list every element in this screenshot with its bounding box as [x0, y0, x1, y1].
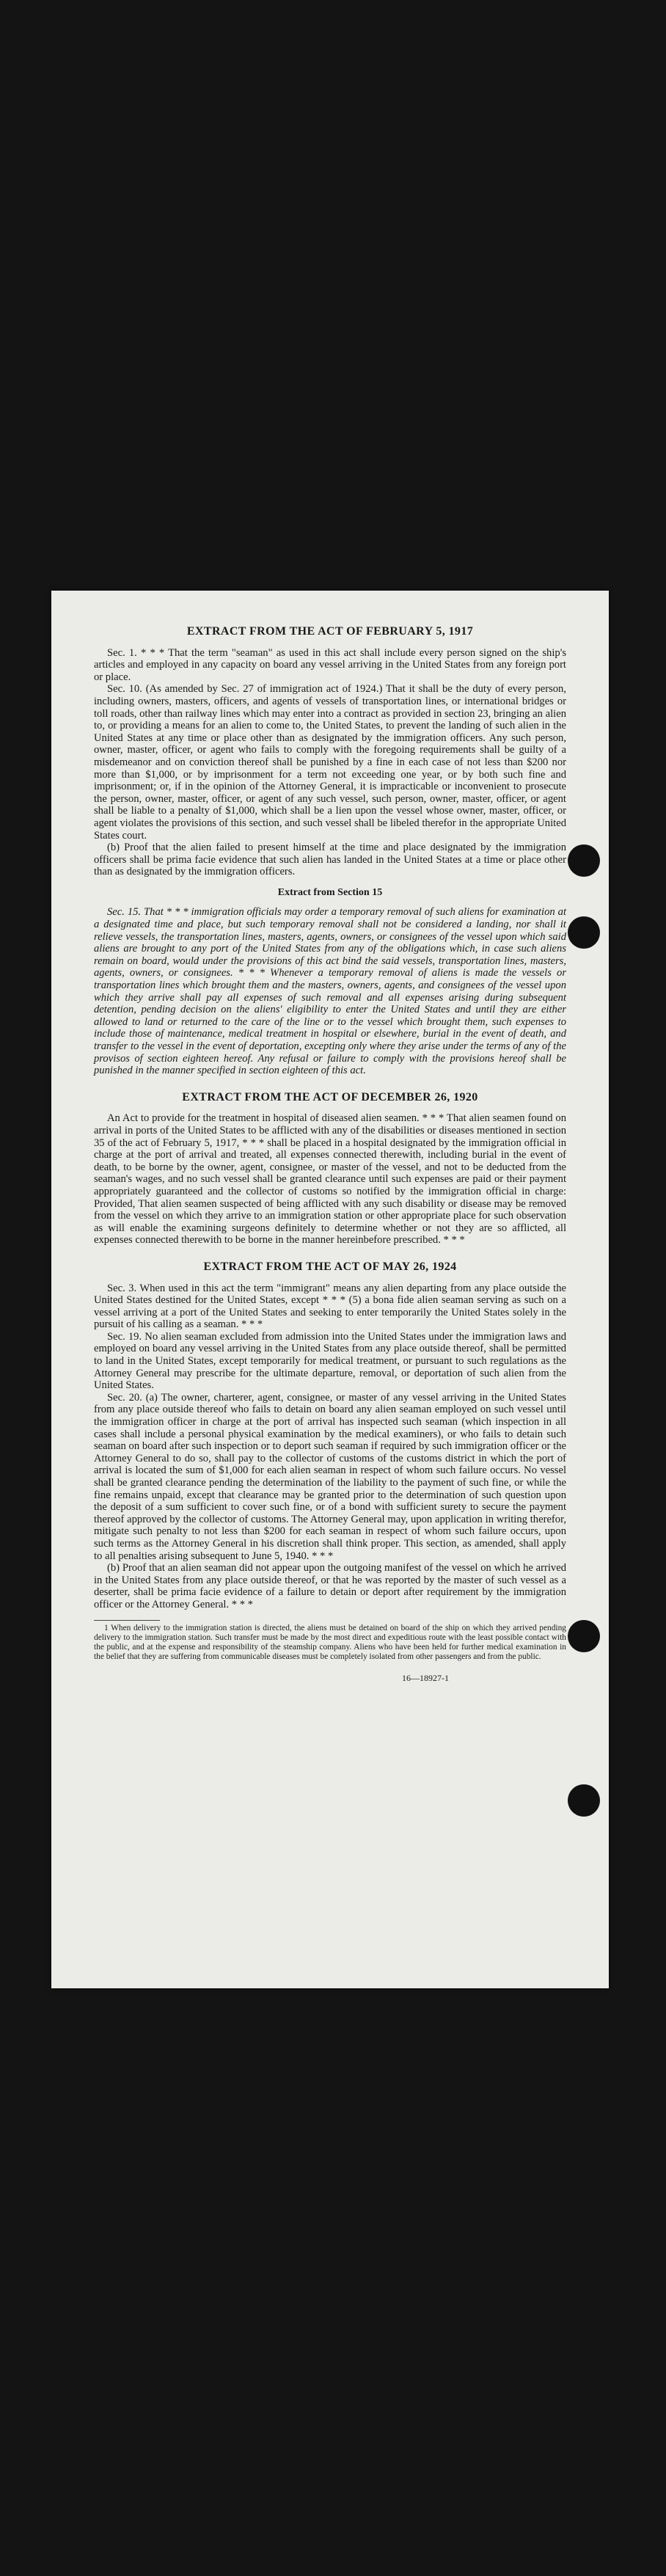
paragraph: Sec. 1. * * * That the term "seaman" as used in this act shall include every person signed on the ship's articles and employed in any capacity on board any vessel arriving in the United States from any foreign port or place. [94, 646, 566, 683]
section-heading: EXTRACT FROM THE ACT OF FEBRUARY 5, 1917 [186, 625, 474, 638]
paragraph: An Act to provide for the treatment in hospital of diseased alien seamen. * * * That alien seamen found on arrival in ports of the United States to be afflicted with any of the disabilities or diseases mentioned in section 35 of the act of February 5, 1917, * * * shall be placed in a hospital designated by the immigration official in charge at the port of arrival and treated, all expenses connected therewith, including burial in the event of death, to be borne by the owner, agent, consignee, or master of the vessel, and not to be deducted from the seaman's wages, and no such vessel shall be granted clearance until such expenses are paid or their payment appropriately guaranteed and the collector of customs so notified by the immigration official in charge: Provided, That alien seamen suspected of being afflicted with any such disability or disease may be removed from the vessel on which they arrive to an immigration station or other appropriate place for such observation as will enable the examining surgeons definitely to determine whether or not they are so afflicted, all expenses connected therewith to be borne in the manner hereinbefore prescribed. * * * [94, 1112, 566, 1247]
footnote-divider [94, 1620, 160, 1621]
punch-hole [568, 916, 600, 949]
footnote: 1 When delivery to the immigration station is directed, the aliens must be detained on board of the ship on which they arrived pending delivery to the immigration station. Such transfer must be made by the most direct and expeditious route with the least possible contact with the public, and at the expense and responsibility of the steamship company. Aliens who have been held for further medical examination in the belief that they are suffering from communicable diseases must be completely isolated from other passengers and from the public. [94, 1623, 566, 1661]
punch-hole [568, 1620, 600, 1652]
paragraph: (b) Proof that the alien failed to present himself at the time and place designated by the immigration officers shall be prima facie evidence that such alien has landed in the United States at a time or place other than as designated by the immigration officers. [94, 842, 566, 878]
punch-hole [568, 844, 600, 877]
paragraph: Sec. 19. No alien seaman excluded from admission into the United States under the immigration laws and employed on board any vessel arriving in the United States from any place outside thereof, shall be permitted to land in the United States, except temporarily for medical treatment, or pursuant to such regulations as the Attorney General may prescribe for the ultimate departure, removal, or deportation of such alien from the United States. [94, 1330, 566, 1392]
paragraph: Sec. 3. When used in this act the term "immigrant" means any alien departing from any place outside the United States destined for the United States, except * * * (5) a bona fide alien seaman serving as such on a vessel arriving at a port of the United States and seeking to enter temporarily the United States solely in the pursuit of his calling as a seaman. * * * [94, 1282, 566, 1331]
section-heading: Extract from Section 15 [277, 886, 383, 898]
section-feb-1917 [94, 626, 566, 878]
form-number: 16—18927-1 [402, 1672, 449, 1683]
paragraph: Sec. 15. That * * * immigration officials may order a temporary removal of such aliens for examination at a designated time and place, but such temporary removal shall not be considered a landing, nor shall it relieve vessels, the transportation lines, masters, agents, owners, or consignees of the vessel upon which said aliens are brought to any port of the United States from any of the obligations which, in case such aliens remain on board, would under the provisions of this act bind the said vessels, transportation lines, masters, agents, owners, or consignees. * * * Whenever a temporary removal of aliens is made the vessels or transportation lines which brought them and the masters, owners, agents, and consignees of the vessel upon which they arrive shall pay all expenses of such removal and all expenses arising during subsequent detention, pending decision on the aliens' eligibility to enter the United States and until they are either allowed to land or returned to the care of the line or to the vessel which brought them, such expenses to include those of maintenance, medical treatment in hospital or elsewhere, burial in the event of death, and transfer to the vessel in the event of deportation, excepting only where they arise under the terms of any of the provisos of section eighteen hereof. Any refusal or failure to comply with the provisions hereof shall be punished in the manner specified in section eighteen of this act. [94, 906, 566, 1077]
paragraph: (b) Proof that an alien seaman did not appear upon the outgoing manifest of the vessel on which he arrived in the United States from any place outside thereof, or that he was reported by the master of such vessel as a deserter, shall be prima facie evidence of a failure to detain or deport after requirement by the immigration officer or the Attorney General. * * * [94, 1562, 566, 1610]
section-15-extract [94, 887, 566, 1077]
section-heading: EXTRACT FROM THE ACT OF MAY 26, 1924 [203, 1260, 457, 1273]
section-may-1924 [94, 1261, 566, 1611]
punch-hole [568, 1784, 600, 1817]
section-dec-1920 [94, 1092, 566, 1247]
section-heading: EXTRACT FROM THE ACT OF DECEMBER 26, 1920 [182, 1090, 478, 1103]
document-body [94, 626, 566, 1684]
paragraph: Sec. 20. (a) The owner, charterer, agent, consignee, or master of any vessel arriving in the United States from any place outside thereof who fails to detain on board any alien seaman employed on such vessel until the immigration officer in charge at the port of arrival has inspected such seaman (which inspection in all cases shall include a personal physical examination by the medical examiners), or who fails to detain such seaman on board after such inspection or to deport such seaman if required by such immigration officer or the Attorney General to do so, shall pay to the collector of customs of the customs district in which the port of arrival is located the sum of $1,000 for each alien seaman in respect of whom such failure occurs. No vessel shall be granted clearance pending the determination of the liability to the payment of such fine, or while the fine remains unpaid, except that clearance may be granted prior to the determination of such question upon the deposit of a sum sufficient to cover such fine, or of a bond with sufficient surety to secure the payment thereof approved by the collector of customs. The Attorney General may, upon application in writing therefor, mitigate such penalty to not less than $200 for each seaman in respect of whom such failure occurs, upon such terms as the Attorney General in his discretion shall think proper. This section, as amended, shall apply to all penalties arising subsequent to June 5, 1940. * * * [94, 1391, 566, 1562]
paragraph: Sec. 10. (As amended by Sec. 27 of immigration act of 1924.) That it shall be the duty of every person, including owners, masters, officers, and agents of vessels of transportation lines, or international bridges or toll roads, other than railway lines which may enter into a contract as provided in section 23, bringing an alien to, or providing a means for an alien to come to, the United States, to prevent the landing of such alien in the United States at any time or place other than as designated by the immigration officers. Any such person, owner, master, officer, or agent who fails to comply with the foregoing requirements shall be guilty of a misdemeanor and on conviction thereof shall be punished by a fine in each case of not less than $200 nor more than $1,000, or by imprisonment for a term not exceeding one year, or by both such fine and imprisonment; or, if in the opinion of the Attorney General, it is impracticable or inconvenient to prosecute the person, owner, master, officer, or agent of any such vessel, such person, owner, master, officer, or agent shall be liable to a penalty of $1,000, which shall be a lien upon the vessel whose owner, master, officer, or agent violates the provisions of this section, and such vessel shall be libeled therefor in the appropriate United States court. [94, 683, 566, 842]
document-page [51, 591, 609, 1988]
